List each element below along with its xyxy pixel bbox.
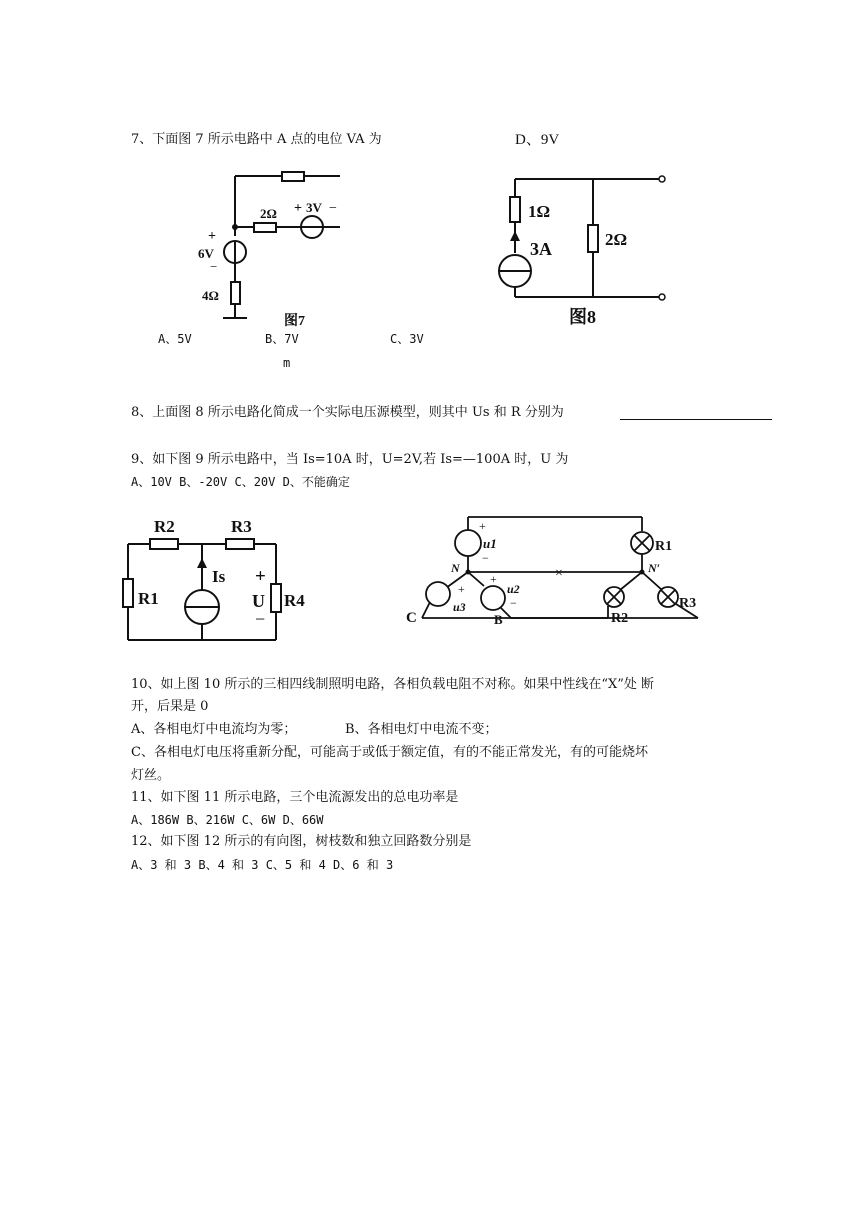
q10-stem-line1: 10、如上图 10 所示的三相四线制照明电路，各相负载电阻不对称。如果中性线在“X”处 断 [131,677,655,692]
fig10-plus-u2: + [490,572,497,586]
fig8-r2: 2Ω [605,230,628,249]
fig9-is: Is [212,567,226,586]
q8-answer-blank [620,419,772,420]
fig8-caption: 图8 [569,307,596,327]
fig10-n-prime: N′ [648,561,661,575]
figure-8 [495,165,680,330]
fig10-plus-u3: + [458,582,465,596]
fig9-plus: + [255,566,266,587]
q8-stem: 8、上面图 8 所示电路化简成一个实际电压源模型，则其中 Us 和 R 分别为 [131,405,564,420]
fig7-caption: 图7 [284,314,305,329]
fig10-b: B [494,612,503,627]
fig7-plus: + [294,201,302,216]
figure-10 [398,510,708,635]
figure-7 [190,160,350,335]
fig10-c: C [406,610,417,626]
fig10-minus-u1: − [482,551,489,565]
q7-option-d: D、9V [515,132,560,148]
fig9-r1: R1 [138,589,159,608]
q10-option-b: B、各相电灯中电流不变； [345,722,498,737]
q9-stem: 9、如下图 9 所示电路中，当 Is=10A 时，U=2V,若 Is=—100A 时，U 为 [131,452,569,467]
fig9-r3: R3 [231,517,252,536]
q11-stem: 11、如下图 11 所示电路，三个电流源发出的总电功率是 [131,790,459,805]
fig9-r4: R4 [284,591,305,610]
q11-options: A、186W B、216W C、6W D、66W [131,813,324,827]
fig9-minus: − [255,609,266,629]
fig7-source-3v: 3V [306,200,322,215]
q10-option-a: A、各相电灯中电流均为零； [131,722,297,737]
q7-stem: 7、下面图 7 所示电路中 A 点的电位 VA 为 [131,132,382,147]
q7-option-b: B、7V [265,332,299,346]
fig7-minus: − [329,201,337,216]
q12-stem: 12、如下图 12 所示的有向图，树枝数和独立回路数分别是 [131,834,472,849]
q9-options: A、10V B、-20V C、20V D、不能确定 [131,475,350,489]
q10-option-c-line1: C、各相电灯电压将重新分配，可能高于或低于额定值，有的不能正常发光，有的可能烧坏 [131,745,648,760]
fig10-u2: u2 [507,582,520,596]
q10-option-c-line2: 灯丝。 [131,768,171,783]
q12-options: A、3 和 3 B、4 和 3 C、5 和 4 D、6 和 3 [131,858,394,872]
fig8-current: 3A [530,239,552,259]
fig7-plus-6v: + [208,229,216,244]
q7-option-a: A、5V [158,332,192,346]
fig10-u1: u1 [483,536,497,551]
q7-stray-mark: m [283,356,291,370]
fig8-r1: 1Ω [528,202,551,221]
fig10-plus-u1: + [479,519,486,533]
fig10-n: N [451,561,460,575]
fig7-minus-6v: − [210,259,218,274]
figure-9 [118,512,318,647]
fig10-u3: u3 [453,600,466,614]
q10-stem-line2: 开，后果是 0 [131,699,209,714]
q7-option-c: C、3V [390,332,424,346]
fig7-r-series: 2Ω [260,206,277,221]
fig9-r2: R2 [154,517,175,536]
fig7-source-6v: 6V [198,246,214,261]
fig10-r1: R1 [655,539,673,554]
fig10-r2: R2 [611,611,629,626]
fig7-r-ground: 4Ω [202,288,219,303]
fig9-u: U [252,591,265,611]
fig10-r3: R3 [679,596,697,611]
fig10-break-x: × [555,566,563,581]
fig10-minus-u2: − [510,596,517,610]
